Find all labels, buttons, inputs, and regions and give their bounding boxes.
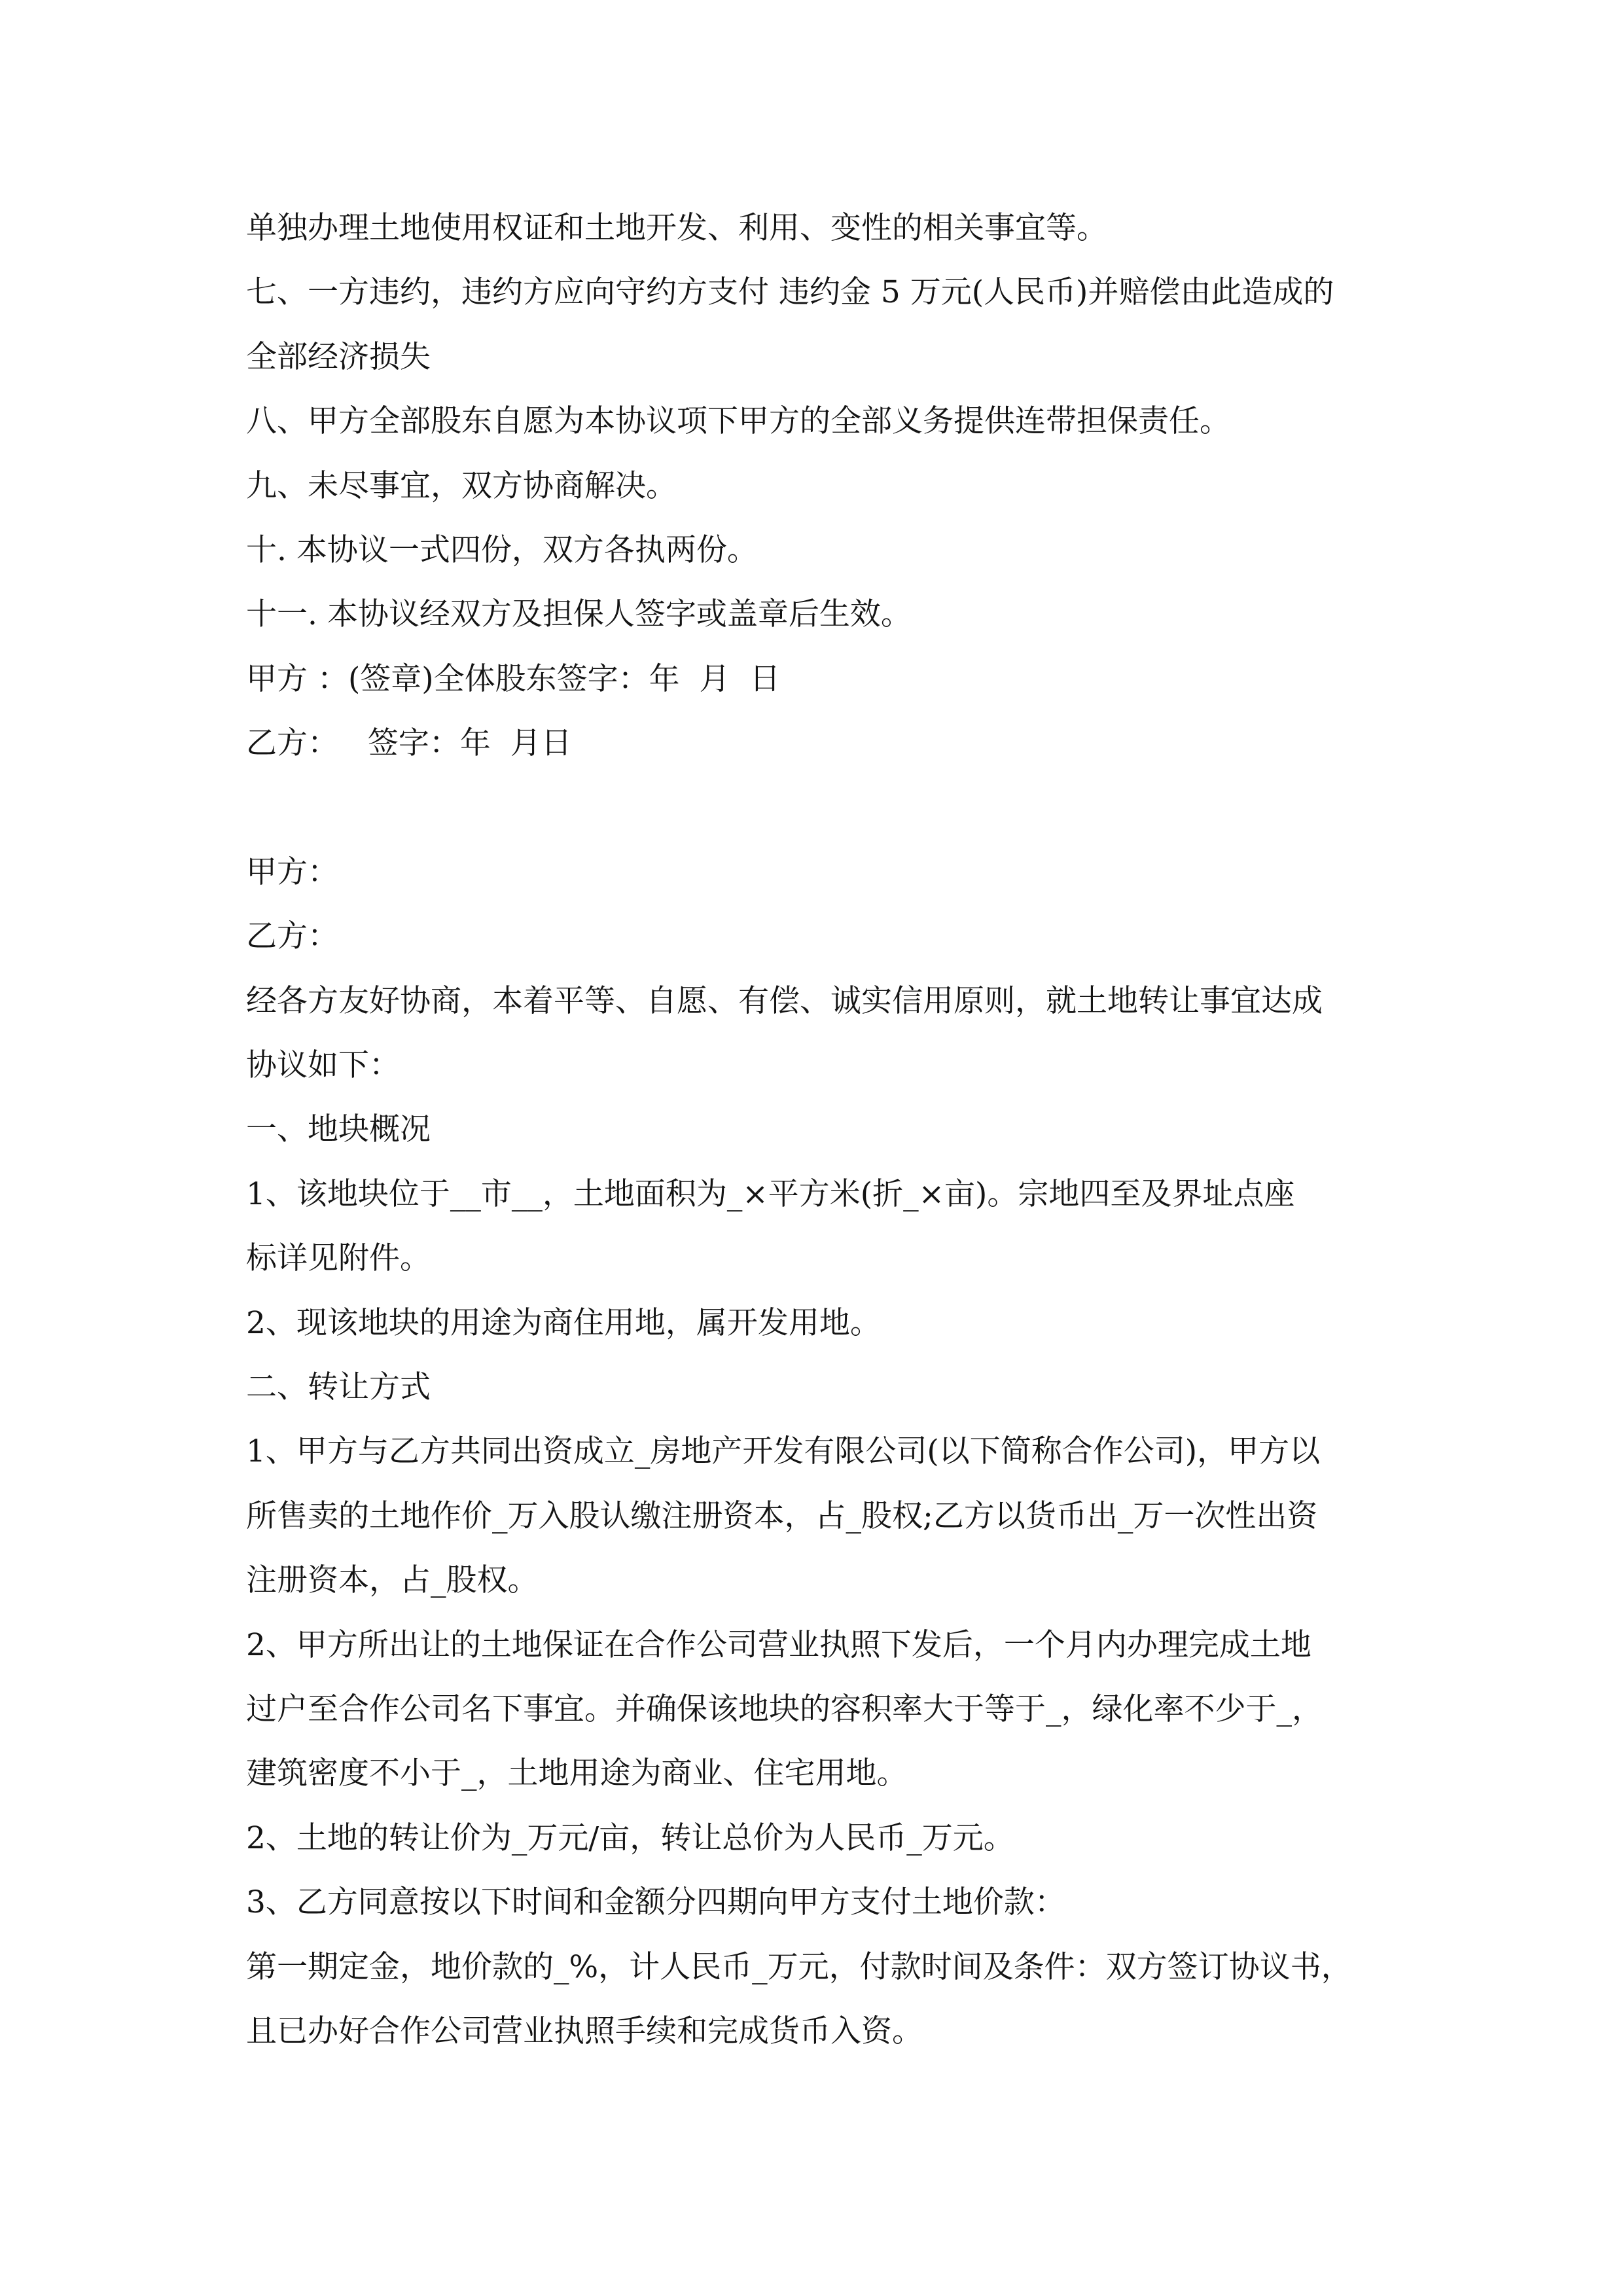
paragraph-line: 第一期定金，地价款的_%，计人民币_万元，付款时间及条件：双方签订协议书， [246, 1948, 1352, 1985]
section-heading: 一、地块概况 [246, 1111, 431, 1148]
paragraph-line: 且已办好合作公司营业执照手续和完成货币入资。 [246, 2013, 923, 2049]
paragraph-line: 十一. 本协议经双方及担保人签字或盖章后生效。 [246, 596, 912, 633]
signature-line-party-a: 甲方 ：(签章)全体股东签字：年 月 日 [246, 660, 781, 697]
paragraph-line: 经各方友好协商，本着平等、自愿、有偿、诚实信用原则，就土地转让事宜达成 [246, 982, 1323, 1019]
paragraph-line: 协议如下： [246, 1047, 400, 1084]
paragraph-line: 1、该地块位于__市__，土地面积为_×平方米(折_×亩)。宗地四至及界址点座 [246, 1175, 1295, 1212]
paragraph-line: 十. 本协议一式四份，双方各执两份。 [246, 531, 758, 568]
paragraph-line: 建筑密度不小于_，土地用途为商业、住宅用地。 [246, 1755, 908, 1792]
paragraph-line: 全部经济损失 [246, 338, 431, 375]
signature-line-party-b: 乙方： 签字：年 月日 [246, 725, 572, 762]
document-body [246, 196, 1385, 2064]
party-b-label: 乙方： [246, 918, 338, 955]
blank-gap [246, 776, 1385, 840]
paragraph-line: 2、土地的转让价为_万元/亩，转让总价为人民币_万元。 [246, 1820, 1014, 1856]
party-a-label: 甲方： [246, 853, 338, 890]
paragraph-line: 注册资本，占_股权。 [246, 1562, 539, 1599]
paragraph-line: 所售卖的土地作价_万入股认缴注册资本，占_股权;乙方以货币出_万一次性出资 [246, 1498, 1318, 1534]
paragraph-line: 标详见附件。 [246, 1240, 431, 1277]
paragraph-line: 八、甲方全部股东自愿为本协议项下甲方的全部义务提供连带担保责任。 [246, 403, 1230, 440]
section-heading: 二、转让方式 [246, 1369, 431, 1406]
paragraph-line: 过户至合作公司名下事宜。并确保该地块的容积率大于等于_，绿化率不少于_， [246, 1691, 1323, 1727]
paragraph-line: 九、未尽事宜，双方协商解决。 [246, 467, 677, 504]
paragraph-line: 3、乙方同意按以下时间和金额分四期向甲方支付土地价款： [246, 1884, 1065, 1921]
paragraph-line: 2、甲方所出让的土地保证在合作公司营业执照下发后，一个月内办理完成土地 [246, 1626, 1311, 1663]
paragraph-line: 1、甲方与乙方共同出资成立_房地产开发有限公司(以下简称合作公司)，甲方以 [246, 1433, 1321, 1470]
paragraph-line: 七、一方违约，违约方应向守约方支付 违约金 5 万元(人民币)并赔偿由此造成的 [246, 274, 1334, 311]
paragraph-line: 单独办理土地使用权证和土地开发、利用、变性的相关事宜等。 [246, 210, 1107, 246]
paragraph-line: 2、现该地块的用途为商住用地，属开发用地。 [246, 1304, 881, 1341]
